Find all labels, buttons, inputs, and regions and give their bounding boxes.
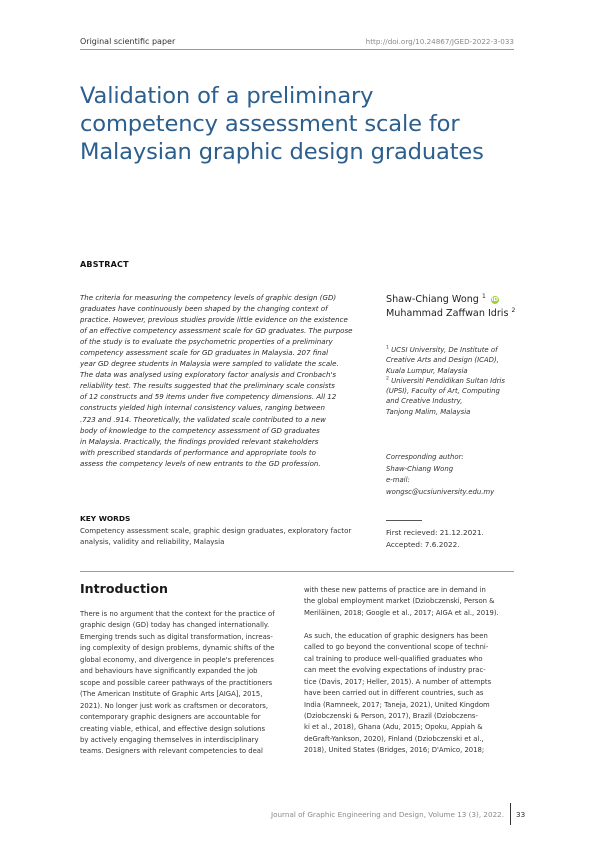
text-line: and behaviours have significantly expanded the job [80, 667, 258, 676]
text-line: 2021). No longer just work as craftsmen or decorators, [80, 701, 269, 710]
keywords-line: analysis, validity and reliability, Malaysia [80, 537, 225, 547]
header-divider [80, 49, 514, 50]
author-name: Muhammad Zaffwan Idris [386, 308, 509, 319]
text-line: Emerging trends such as digital transformation, increas- [80, 632, 273, 641]
abstract-line: reliability test. The results suggested that the preliminary scale consists [80, 381, 335, 391]
text-line: Meriläinen, 2018; Google et al., 2017; AIGA et al., 2019). [304, 608, 499, 617]
text-line: scope and possible career pathways of the practitioners [80, 678, 273, 687]
abstract-line: body of knowledge to the competency assessment of GD graduates [80, 425, 320, 435]
author-affiliation-number: 2 [511, 306, 516, 314]
text-line: the global employment market (Dziobczenski, Person & [304, 597, 495, 606]
title-line: Validation of a preliminary [80, 83, 374, 109]
abstract-line: of 12 constructs and 59 items under five competency dimensions. All 12 [80, 392, 337, 402]
affiliation-line: Creative Arts and Design (ICAD), [386, 356, 499, 365]
title-line: Malaysian graphic design graduates [80, 139, 484, 165]
text-line: India (Ramneek, 2017; Taneja, 2021), United Kingdom [304, 700, 490, 709]
author-entry [386, 307, 556, 321]
text-line: deGraft-Yankson, 2020), Finland (Dziobczenski et al., [304, 734, 484, 743]
title-line: competency assessment scale for [80, 111, 460, 137]
author-list [386, 293, 556, 321]
affiliation-line [386, 345, 536, 355]
author-entry [386, 293, 556, 307]
intro-column-right [304, 585, 515, 757]
text-line: There is no argument that the context for the practice of [80, 610, 275, 618]
keywords-line: Competency assessment scale, graphic design graduates, exploratory factor [80, 526, 352, 535]
abstract-line: assess the competency levels of new entrants to the GD profession. [80, 458, 321, 468]
submission-dates [386, 527, 484, 551]
text-line: teams. Designers with relevant competencies to deal [80, 747, 263, 756]
abstract-line: practice. However, previous studies provide little evidence on the existence [80, 315, 348, 325]
paper-title [80, 82, 520, 166]
abstract-line: The criteria for measuring the competency levels of graphic design (GD) [80, 293, 337, 302]
text-line: cal training to produce well-qualified graduates who [304, 654, 483, 663]
accepted-date: Accepted: 7.6.2022. [386, 540, 460, 549]
paragraph [304, 585, 515, 619]
email-link[interactable]: wongsc@ucsiuniversity.edu.my [386, 487, 495, 496]
intro-column-left [80, 609, 291, 758]
abstract-line: in Malaysia. Practically, the findings provided relevant stakeholders [80, 436, 319, 446]
abstract-line: of an effective competency assessment scale for GD graduates. The purpose [80, 326, 353, 336]
affiliation-line: (UPSI), Faculty of Art, Computing [386, 387, 500, 396]
text-line: have been carried out in different countries, such as [304, 689, 484, 698]
affiliation-number: 2 [386, 376, 389, 382]
abstract-line: constructs yielded high internal consistency values, ranging between [80, 403, 325, 413]
abstract-line: graduates have continuously been shaped by the changing context of [80, 304, 328, 314]
affiliation-line: Tanjong Malim, Malaysia [386, 407, 471, 416]
author-affiliation-number: 1 [481, 292, 486, 300]
author-name: Shaw-Chiang Wong [386, 294, 479, 305]
received-date: First recieved: 21.12.2021. [386, 528, 484, 537]
text-line: tice (Davis, 2017; Heller, 2015). A number of attempts [304, 677, 492, 686]
correspondence-name: Shaw-Chiang Wong [386, 464, 454, 473]
affiliation [386, 345, 536, 376]
introduction-heading: Introduction [80, 581, 168, 596]
dates-divider [386, 520, 422, 521]
text-line: As such, the education of graphic designers has been [304, 631, 488, 640]
abstract-line: competency assessment scale for GD graduates in Malaysia. 207 final [80, 348, 329, 358]
doi-link[interactable]: http://doi.org/10.24867/JGED-2022-3-033 [365, 37, 514, 46]
email-label: e-mail: [386, 476, 410, 484]
paragraph [304, 631, 515, 757]
affiliations [386, 345, 536, 417]
affiliation [386, 376, 536, 417]
paragraph-spacer [304, 619, 515, 630]
affiliation-text: Universiti Pendidikan Sultan Idris [391, 376, 505, 385]
text-line: can meet the evolving expectations of industry prac- [304, 666, 486, 675]
abstract-line: year GD degree students in Malaysia were sampled to validate the scale. [80, 359, 339, 369]
text-line: graphic design (GD) today has changed internationally. [80, 621, 270, 630]
orcid-icon[interactable]: iD [491, 297, 499, 303]
footer-divider [510, 803, 511, 825]
affiliation-line: and Creative Industry, [386, 397, 463, 406]
text-line: (The American Institute of Graphic Arts [AIGA], 2015, [80, 690, 263, 699]
abstract-heading: ABSTRACT [80, 260, 129, 269]
abstract-line: with prescribed standards of performance and appropriate tools to [80, 447, 316, 457]
abstract-body [80, 292, 367, 469]
text-line: creating viable, ethical, and effective design solutions [80, 724, 266, 733]
text-line: ki et al., 2018), Ghana (Adu, 2015; Opoku, Appiah & [304, 723, 483, 732]
section-label: Original scientific paper [80, 37, 176, 46]
text-line: called to go beyond the conventional scope of techni- [304, 643, 489, 652]
correspondence-label: Corresponding author: [386, 453, 464, 461]
affiliation-text: UCSI University, De Institute of [391, 346, 498, 354]
text-line: by actively engaging themselves in interdisciplinary [80, 735, 259, 744]
section-divider [80, 571, 514, 572]
abstract-line: of the study is to evaluate the psychometric properties of a preliminary [80, 337, 333, 347]
keywords-body [80, 525, 370, 547]
affiliation-line: Kuala Lumpur, Malaysia [386, 366, 468, 375]
text-line: global economy, and divergence in people's preferences [80, 655, 274, 664]
text-line: contemporary graphic designers are accountable for [80, 713, 261, 722]
paragraph [80, 609, 291, 758]
journal-citation: Journal of Graphic Engineering and Design, Volume 13 (3), 2022. [270, 810, 504, 819]
keywords-heading: KEY WORDS [80, 514, 131, 523]
text-line: (Dziobczenski & Person, 2017), Brazil (Dziobczens- [304, 711, 478, 720]
correspondence [386, 452, 546, 498]
affiliation-line [386, 376, 536, 386]
text-line: 2018), United States (Bridges, 2016; D'Amico, 2018; [304, 746, 485, 755]
abstract-line: The data was analysed using exploratory factor analysis and Cronbach's [80, 370, 337, 380]
abstract-line: .723 and .914. Theoretically, the validated scale contributed to a new [80, 414, 326, 424]
page-number: 33 [516, 810, 526, 819]
affiliation-number: 1 [386, 345, 389, 351]
text-line: ing complexity of design problems, dynamic shifts of the [80, 644, 275, 653]
text-line: with these new patterns of practice are in demand in [304, 586, 486, 594]
